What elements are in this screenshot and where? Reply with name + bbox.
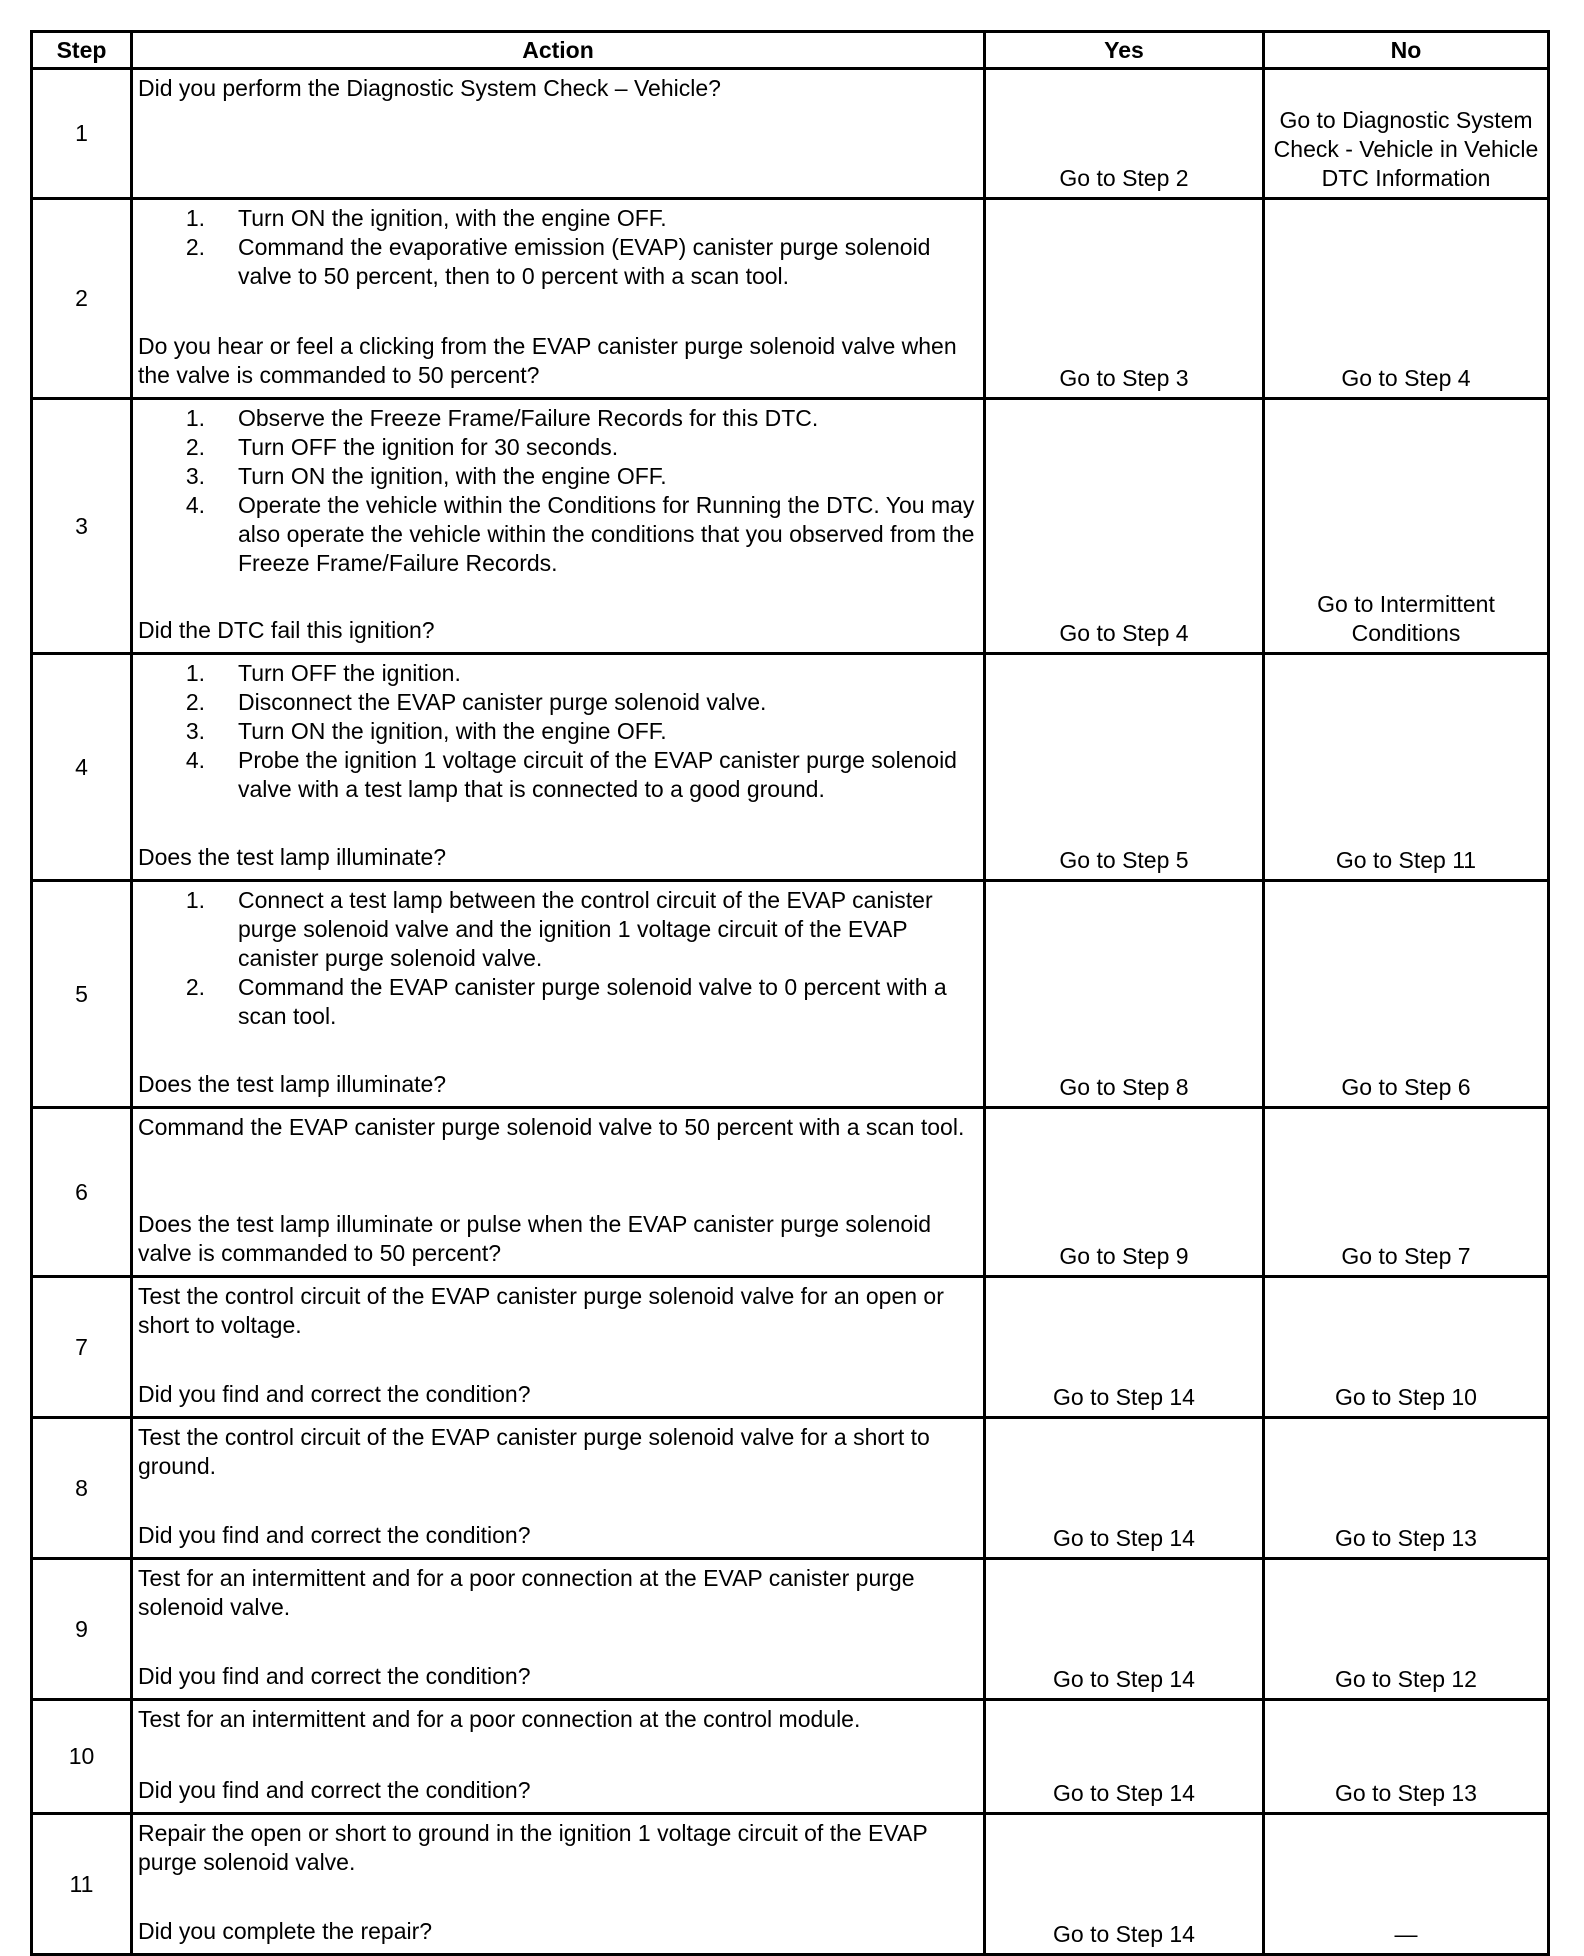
- step-number: 10: [32, 1700, 132, 1814]
- action-cell: [132, 1559, 985, 1700]
- action-step-text: Turn OFF the ignition for 30 seconds.: [238, 434, 619, 460]
- action-cell: [132, 69, 985, 199]
- action-step-item: [138, 688, 977, 717]
- action-cell: [132, 399, 985, 654]
- step-number: 7: [32, 1277, 132, 1418]
- no-result: Go to Step 4: [1264, 199, 1549, 399]
- table-row: [32, 1700, 1549, 1814]
- step-number: 1: [32, 69, 132, 199]
- table-row: [32, 1277, 1549, 1418]
- yes-result: Go to Step 2: [985, 69, 1264, 199]
- yes-result: Go to Step 9: [985, 1108, 1264, 1277]
- action-step-number: 2.: [185, 234, 205, 260]
- action-step-item: [138, 204, 977, 233]
- yes-result: Go to Step 14: [985, 1814, 1264, 1955]
- action-step-text: Observe the Freeze Frame/Failure Records for this DTC.: [238, 405, 819, 431]
- action-step-text: Turn ON the ignition, with the engine OFF.: [238, 205, 667, 231]
- action-step-item: [138, 746, 977, 804]
- action-step-number: 1.: [185, 887, 205, 913]
- action-step-item: [138, 404, 977, 433]
- yes-result: Go to Step 14: [985, 1700, 1264, 1814]
- step-number: 5: [32, 881, 132, 1108]
- step-number: 8: [32, 1418, 132, 1559]
- step-number: 6: [32, 1108, 132, 1277]
- action-question: Did you find and correct the condition?: [138, 1663, 531, 1689]
- action-step-item: [138, 462, 977, 491]
- table-row: [32, 1559, 1549, 1700]
- action-step-text: Disconnect the EVAP canister purge solenoid valve.: [238, 689, 767, 715]
- action-step-text: Connect a test lamp between the control circuit of the EVAP canister purge solenoid valve and the ignition 1 voltage circuit of the EVAP canister purge solenoid valve.: [238, 887, 933, 971]
- yes-result: Go to Step 14: [985, 1418, 1264, 1559]
- action-question: Did you find and correct the condition?: [138, 1777, 531, 1803]
- action-step-item: [138, 433, 977, 462]
- yes-result: Go to Step 14: [985, 1277, 1264, 1418]
- header-row: [32, 32, 1549, 69]
- no-result: Go to Step 7: [1264, 1108, 1549, 1277]
- action-step-text: Turn OFF the ignition.: [238, 660, 461, 686]
- action-question: Does the test lamp illuminate or pulse when the EVAP canister purge solenoid valve is commanded to 50 percent?: [138, 1211, 932, 1266]
- no-result: Go to Step 11: [1264, 654, 1549, 881]
- action-step-number: 1.: [185, 205, 205, 231]
- no-result: Go to Step 12: [1264, 1559, 1549, 1700]
- action-question: Did you complete the repair?: [138, 1918, 433, 1944]
- step-number: 3: [32, 399, 132, 654]
- table-row: [32, 399, 1549, 654]
- yes-result: Go to Step 8: [985, 881, 1264, 1108]
- yes-result: Go to Step 4: [985, 399, 1264, 654]
- action-text: Test the control circuit of the EVAP canister purge solenoid valve for a short to ground.: [138, 1424, 930, 1479]
- no-result: Go to Step 13: [1264, 1418, 1549, 1559]
- yes-result: Go to Step 14: [985, 1559, 1264, 1700]
- action-question: Does the test lamp illuminate?: [138, 844, 447, 870]
- action-cell: [132, 1700, 985, 1814]
- action-step-number: 4.: [185, 747, 205, 773]
- no-result: Go to Intermittent Conditions: [1264, 399, 1549, 654]
- action-step-text: Command the evaporative emission (EVAP) canister purge solenoid valve to 50 percent, then to 0 percent with a scan tool.: [238, 234, 931, 289]
- step-number: 11: [32, 1814, 132, 1955]
- action-question: Did you find and correct the condition?: [138, 1522, 531, 1548]
- action-step-item: [138, 886, 977, 973]
- action-step-text: Turn ON the ignition, with the engine OFF.: [238, 463, 667, 489]
- action-text: Did you perform the Diagnostic System Check – Vehicle?: [138, 75, 721, 101]
- action-cell: [132, 1277, 985, 1418]
- step-number: 2: [32, 199, 132, 399]
- table-row: [32, 654, 1549, 881]
- no-result: Go to Diagnostic System Check - Vehicle in Vehicle DTC Information: [1264, 69, 1549, 199]
- action-step-item: [138, 973, 977, 1031]
- action-step-number: 3.: [185, 463, 205, 489]
- action-step-list: [138, 659, 977, 804]
- table-row: [32, 881, 1549, 1108]
- action-step-text: Operate the vehicle within the Conditions for Running the DTC. You may also operate the vehicle within the conditions that you observed from the Freeze Frame/Failure Records.: [238, 492, 975, 576]
- action-step-number: 2.: [185, 689, 205, 715]
- header-step: Step: [32, 32, 132, 69]
- no-result: Go to Step 6: [1264, 881, 1549, 1108]
- step-number: 9: [32, 1559, 132, 1700]
- action-step-number: 2.: [185, 434, 205, 460]
- table-row: [32, 1418, 1549, 1559]
- action-step-list: [138, 404, 977, 578]
- action-cell: [132, 1108, 985, 1277]
- action-text: Test the control circuit of the EVAP canister purge solenoid valve for an open or short to voltage.: [138, 1283, 944, 1338]
- table-row: [32, 1108, 1549, 1277]
- header-yes: Yes: [985, 32, 1264, 69]
- action-step-item: [138, 491, 977, 578]
- action-question: Did the DTC fail this ignition?: [138, 617, 435, 643]
- action-step-number: 2.: [185, 974, 205, 1000]
- table-row: [32, 1814, 1549, 1955]
- yes-result: Go to Step 3: [985, 199, 1264, 399]
- action-step-text: Probe the ignition 1 voltage circuit of the EVAP canister purge solenoid valve with a test lamp that is connected to a good ground.: [238, 747, 957, 802]
- yes-result: Go to Step 5: [985, 654, 1264, 881]
- action-step-item: [138, 233, 977, 291]
- action-step-item: [138, 717, 977, 746]
- action-text: Repair the open or short to ground in the ignition 1 voltage circuit of the EVAP purge solenoid valve.: [138, 1820, 928, 1875]
- action-cell: [132, 881, 985, 1108]
- no-result: Go to Step 13: [1264, 1700, 1549, 1814]
- diagnostic-table: [30, 30, 1550, 1956]
- table-row: [32, 69, 1549, 199]
- header-no: No: [1264, 32, 1549, 69]
- action-step-number: 1.: [185, 660, 205, 686]
- action-text: Test for an intermittent and for a poor connection at the EVAP canister purge solenoid valve.: [138, 1565, 915, 1620]
- action-step-list: [138, 886, 977, 1031]
- action-step-list: [138, 204, 977, 291]
- no-result: —: [1264, 1814, 1549, 1955]
- action-cell: [132, 1814, 985, 1955]
- action-question: Do you hear or feel a clicking from the EVAP canister purge solenoid valve when the valve is commanded to 50 percent?: [138, 333, 957, 388]
- action-step-number: 4.: [185, 492, 205, 518]
- action-question: Did you find and correct the condition?: [138, 1381, 531, 1407]
- action-question: Does the test lamp illuminate?: [138, 1071, 447, 1097]
- action-step-number: 3.: [185, 718, 205, 744]
- action-cell: [132, 1418, 985, 1559]
- action-step-item: [138, 659, 977, 688]
- action-step-text: Turn ON the ignition, with the engine OFF.: [238, 718, 667, 744]
- action-text: Command the EVAP canister purge solenoid valve to 50 percent with a scan tool.: [138, 1114, 965, 1140]
- action-text: Test for an intermittent and for a poor connection at the control module.: [138, 1706, 861, 1732]
- step-number: 4: [32, 654, 132, 881]
- action-cell: [132, 654, 985, 881]
- table-row: [32, 199, 1549, 399]
- action-step-number: 1.: [185, 405, 205, 431]
- action-cell: [132, 199, 985, 399]
- action-step-text: Command the EVAP canister purge solenoid valve to 0 percent with a scan tool.: [238, 974, 947, 1029]
- no-result: Go to Step 10: [1264, 1277, 1549, 1418]
- header-action: Action: [132, 32, 985, 69]
